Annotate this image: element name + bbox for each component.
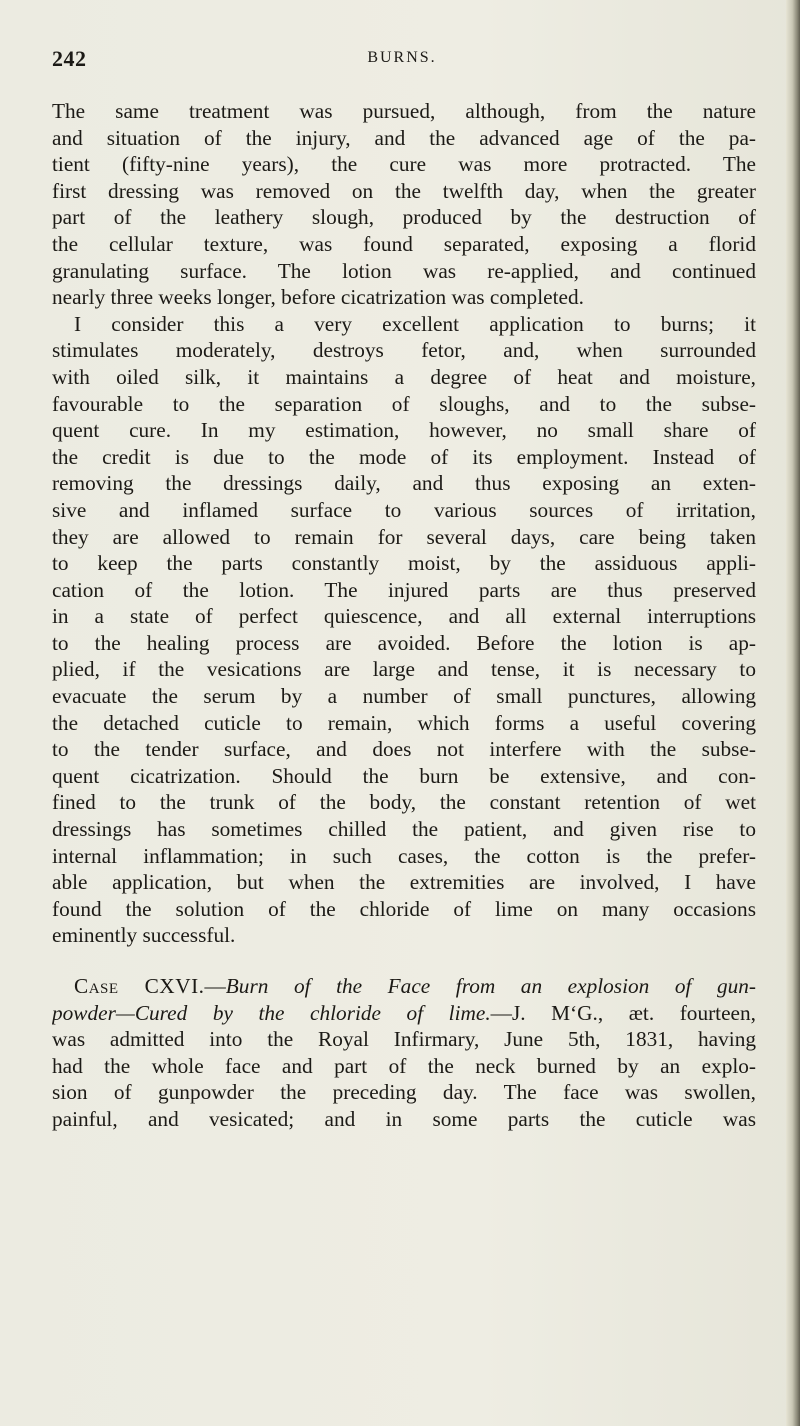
text-line: plied, if the vesications are large and tense, it is necessary to <box>52 657 756 682</box>
text-line: had the whole face and part of the neck burned by an explo- <box>52 1053 756 1078</box>
text-line: was admitted into the Royal Infirmary, June 5th, 1831, having <box>52 1027 756 1052</box>
text-line: the credit is due to the mode of its employment. Instead of <box>52 444 756 469</box>
text-line: quent cure. In my estimation, however, no small share of <box>52 418 756 443</box>
text-line: part of the leathery slough, produced by the destruction of <box>52 205 756 230</box>
case-title: Burn of the Face from an explosion of gun- <box>225 974 756 998</box>
text-line: to the healing process are avoided. Before the lotion is ap- <box>52 630 756 655</box>
text-line: with oiled silk, it maintains a degree of heat and moisture, <box>52 364 756 389</box>
text-line: found the solution of the chloride of lime on many occasions <box>52 896 756 921</box>
text-line: able application, but when the extremities are involved, I have <box>52 870 756 895</box>
text-line: evacuate the serum by a number of small punctures, allowing <box>52 684 756 709</box>
text-line: granulating surface. The lotion was re-applied, and continued <box>52 258 756 283</box>
case-title-continued: powder—Cured by the chloride of lime. <box>52 1000 491 1025</box>
page-number: 242 <box>52 46 87 71</box>
page-body <box>52 98 756 1133</box>
text-line: first dressing was removed on the twelfth day, when the greater <box>52 178 756 203</box>
text-line: the detached cuticle to remain, which forms a useful covering <box>52 710 756 735</box>
text-line: internal inflammation; in such cases, the cotton is the prefer- <box>52 843 756 868</box>
paragraph-commentary <box>52 311 756 949</box>
case-title-line <box>52 1000 756 1027</box>
case-section <box>52 973 756 1133</box>
section-gap <box>52 949 756 973</box>
text-line: fined to the trunk of the body, the constant retention of wet <box>52 790 756 815</box>
running-head: BURNS. <box>367 49 437 66</box>
text-line: cation of the lotion. The injured parts are thus preserved <box>52 577 756 602</box>
text-line: nearly three weeks longer, before cicatrization was completed. <box>52 285 584 310</box>
text-line: the cellular texture, was found separated, exposing a florid <box>52 231 756 256</box>
text-line: in a state of perfect quiescence, and all external interruptions <box>52 604 756 629</box>
text-line: sive and inflamed surface to various sources of irritation, <box>52 497 756 522</box>
text-line: to the tender surface, and does not interfere with the subse- <box>52 737 756 762</box>
case-heading: Case CXVI. <box>74 974 205 998</box>
text-line: removing the dressings daily, and thus exposing an exten- <box>52 471 756 496</box>
text-line: eminently successful. <box>52 923 236 948</box>
case-heading-line <box>52 973 756 1000</box>
text-line: tient (fifty-nine years), the cure was more protracted. The <box>52 152 756 177</box>
case-dash: — <box>204 974 226 998</box>
text-line: quent cicatrization. Should the burn be extensive, and con- <box>52 763 756 788</box>
text-line: they are allowed to remain for several days, care being taken <box>52 524 756 549</box>
text-line: dressings has sometimes chilled the patient, and given rise to <box>52 817 756 842</box>
text-line: favourable to the separation of sloughs, and to the subse- <box>52 391 756 416</box>
text-line: and situation of the injury, and the advanced age of the pa- <box>52 125 756 150</box>
text-line: painful, and vesicated; and in some parts the cuticle was <box>52 1106 756 1131</box>
case-patient: —J. M‘G., æt. fourteen, <box>490 1000 756 1025</box>
page-header <box>52 46 752 72</box>
text-line: stimulates moderately, destroys fetor, and, when surrounded <box>52 338 756 363</box>
paragraph-continuation <box>52 98 756 311</box>
page-edge <box>786 0 800 1426</box>
text-line: sion of gunpowder the preceding day. The face was swollen, <box>52 1080 756 1105</box>
text-line: to keep the parts constantly moist, by the assiduous appli- <box>52 551 756 576</box>
text-line: I consider this a very excellent application to burns; it <box>74 311 756 336</box>
text-line: The same treatment was pursued, although, from the nature <box>52 99 756 123</box>
